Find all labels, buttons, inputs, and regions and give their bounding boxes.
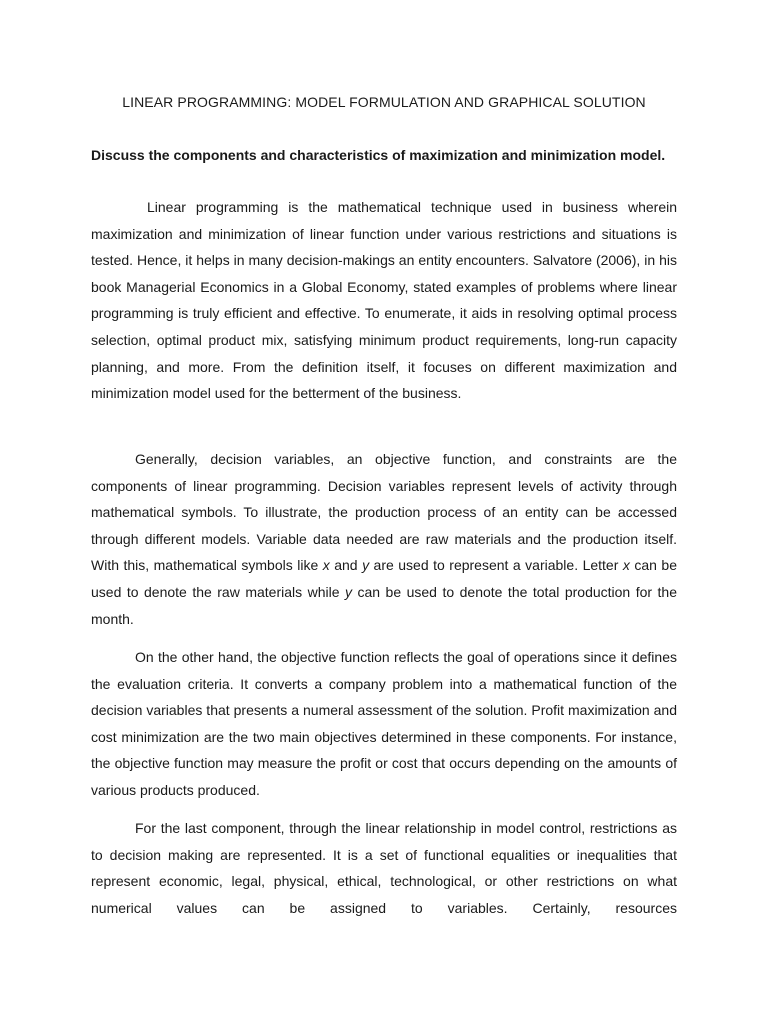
paragraph-text: For the last component, through the linear relationship in model control, restrictions as to decision making are represented. It is a set of functional equalities or inequalities that represent economic, legal, physical, ethical, technological, or other restrictions on what numerical values can be assigned to variables. Certainly, resources [91, 820, 677, 916]
paragraph-objective-function [91, 644, 677, 804]
text-run: can be used to denote the raw materials while [91, 557, 677, 600]
text-run: Generally, decision variables, an objective function, and constraints are the components of linear programming. Decision variables represent levels of activity through mathematical symbols. To illustrate, the production process of an entity can be accessed through different models. Variable data needed are raw materials and the production itself. With this, mathematical symbols like [91, 451, 677, 574]
text-run: are used to represent a variable. Letter [369, 557, 623, 574]
variable-y: y [345, 583, 352, 600]
variable-x: x [322, 557, 330, 574]
variable-y: y [362, 557, 370, 574]
paragraph-text [91, 446, 677, 632]
paragraph-constraints [91, 815, 677, 921]
variable-x: x [622, 557, 630, 574]
text-run: can be used to denote the total production for the month. [91, 583, 677, 627]
text-run: and [329, 557, 363, 574]
question-heading: Discuss the components and characteristics of maximization and minimization model. [91, 147, 666, 163]
paragraph-text: Linear programming is the mathematical technique used in business wherein maximization and minimization of linear function under various restrictions and situations is tested. Hence, it helps in many decision-makings an entity encounters. Salvatore (2006), in his book Managerial Economics in a Global Economy, stated examples of problems where linear programming is truly efficient and effective. To enumerate, it aids in resolving optimal process selection, optimal product mix, satisfying minimum product requirements, long-run capacity planning, and more. From the definition itself, it focuses on different maximization and minimization model used for the betterment of the business. [91, 199, 677, 402]
paragraph-components [91, 446, 677, 632]
paragraph-intro [91, 194, 677, 407]
document-title: LINEAR PROGRAMMING: MODEL FORMULATION AND GRAPHICAL SOLUTION [122, 94, 646, 110]
paragraph-text: On the other hand, the objective function reflects the goal of operations since it defines the evaluation criteria. It converts a company problem into a mathematical function of the decision variables that presents a numeral assessment of the solution. Profit maximization and cost minimization are the two main objectives determined in these components. For instance, the objective function may measure the profit or cost that occurs depending on the amounts of various products produced. [91, 649, 677, 798]
